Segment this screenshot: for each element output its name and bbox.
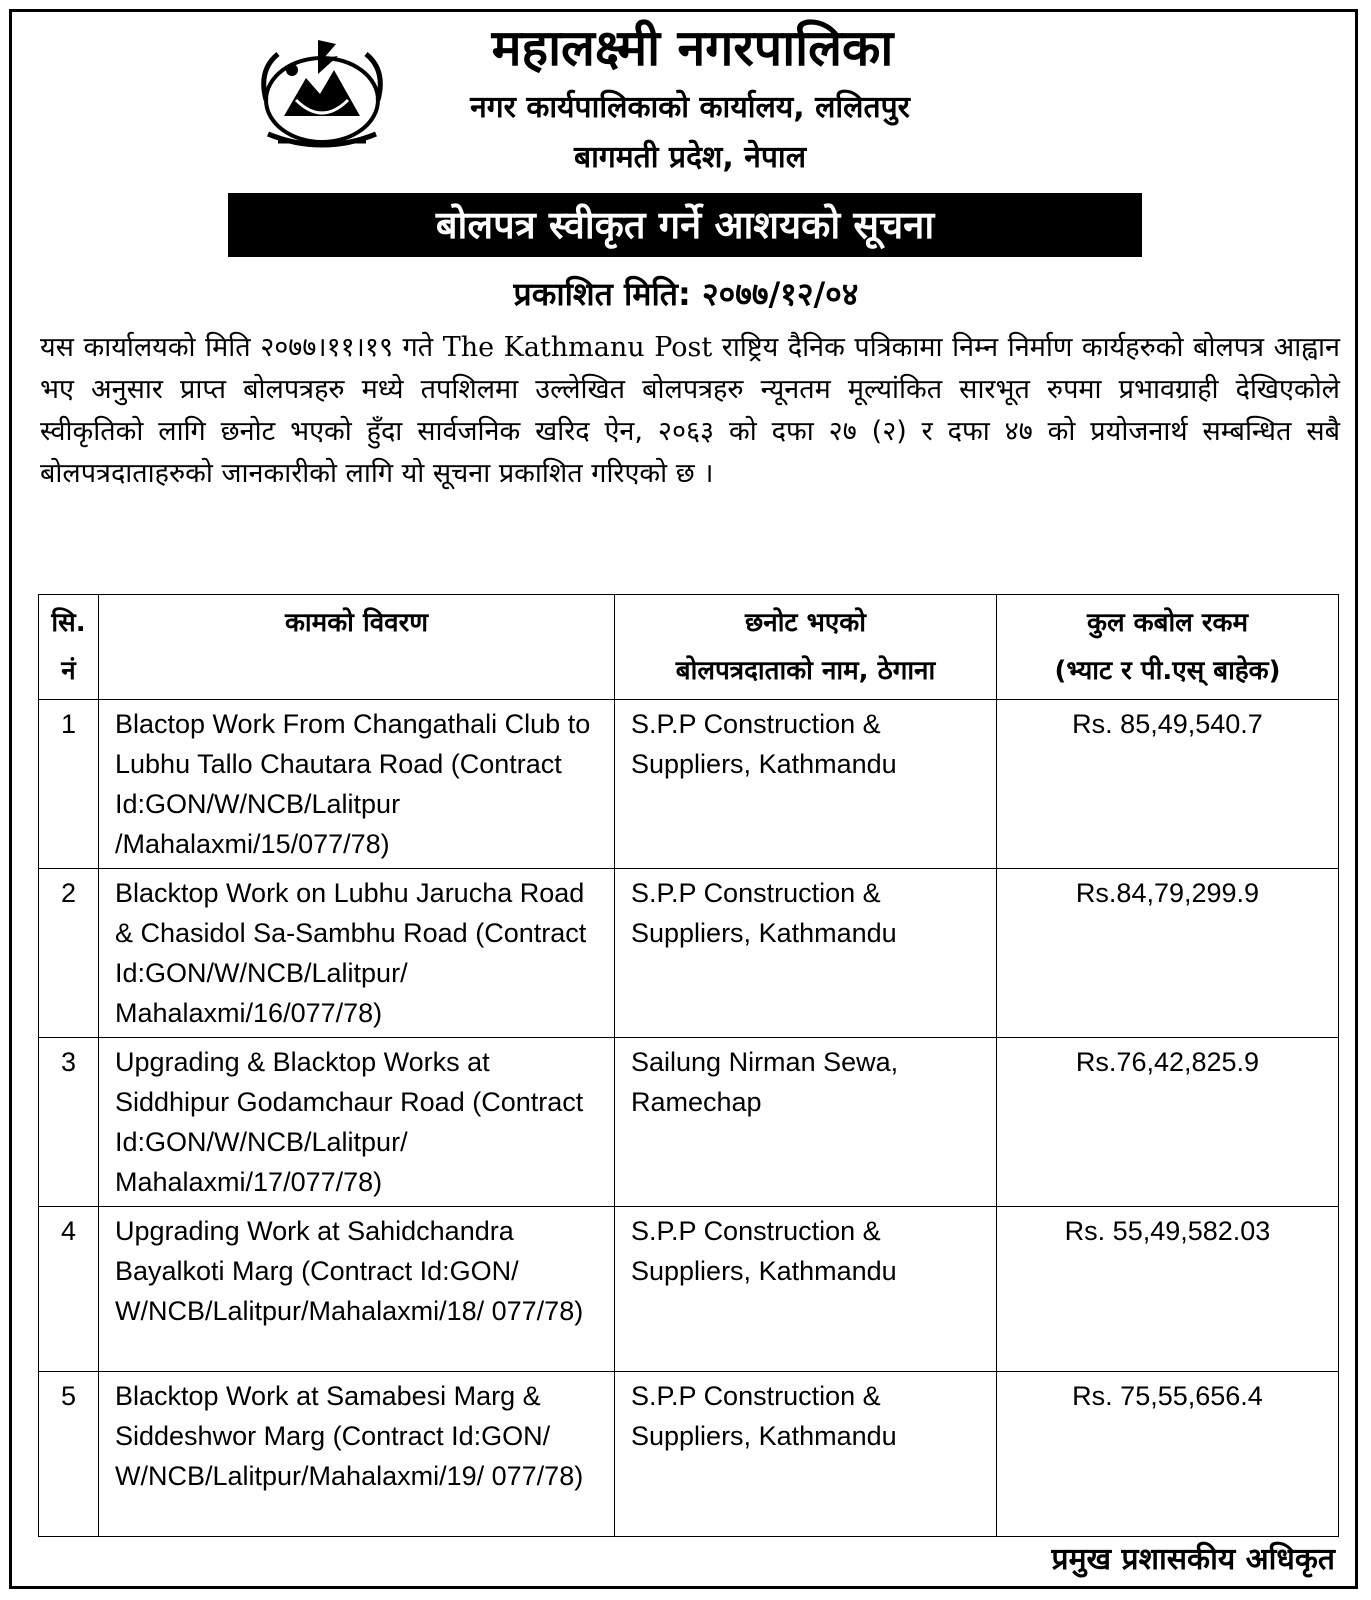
row-amount: Rs. 55,49,582.03 [997,1207,1339,1372]
row-bidder: S.P.P Construction & Suppliers, Kathmandu [615,1372,997,1537]
row-description: Blactop Work From Changathali Club to Lubhu Tallo Chautara Road (Contract Id:GON/W/NCB/Lalitpur /Mahalaxmi/15/077/78) [99,700,615,869]
header-serial-number [39,595,99,700]
header-bidder-line-1: छनोट भएको [745,608,866,638]
row-description: Upgrading & Blacktop Works at Siddhipur Godamchaur Road (Contract Id:GON/W/NCB/Lalitpur/ Mahalaxmi/17/077/78) [99,1038,615,1207]
row-amount: Rs.84,79,299.9 [997,869,1339,1038]
row-description: Blacktop Work at Samabesi Marg & Siddeshwor Marg (Contract Id:GON/ W/NCB/Lalitpur/Mahalaxmi/19/ 077/78) [99,1372,615,1537]
row-description: Upgrading Work at Sahidchandra Bayalkoti Marg (Contract Id:GON/ W/NCB/Lalitpur/Mahalaxmi/18/ 077/78) [99,1207,615,1372]
published-date: २०७७/१२/०४ [701,275,859,313]
header-sn-line-1: सि. [51,608,86,638]
paragraph-part-1: यस कार्यालयको मिति २०७७।११।१९ गते [40,332,443,363]
published-label: प्रकाशित मिति [513,275,678,313]
header-bidder [615,595,997,700]
header-bidder-line-2: बोलपत्रदाताको नाम, ठेगाना [675,656,936,686]
paragraph-part-2: राष्ट्रिय दैनिक पत्रिकामा निम्न निर्माण कार्यहरुको बोलपत्र आह्वान भए अनुसार प्राप्त बोलपत्रहरु मध्ये तपशिलमा उल्लेखित बोलपत्रहरु न्यूनतम मूल्यांकित सारभूत रुपमा प्रभावग्राही देखिएकोले स्वीकृतिको लागि छनोट भएको हुँदा सार्वजनिक खरिद ऐन, २०६३ को दफा २७ (२) र दफा ४७ को प्रयोजनार्थ सम्बन्धित सबै बोलपत्रदाताहरुको जानकारीको लागि यो सूचना प्रकाशित गरिएको छ । [40,332,1340,489]
header-amount-line-1: कुल कबोल रकम [1086,608,1249,638]
row-serial-number: 1 [39,700,99,869]
table-row [39,700,1339,869]
header-amount [997,595,1339,700]
table-row [39,1207,1339,1372]
row-serial-number: 4 [39,1207,99,1372]
table-row [39,869,1339,1038]
table-row [39,1038,1339,1207]
notice-title: बोलपत्र स्वीकृत गर्ने आशयको सूचना [228,193,1142,257]
works-table [38,594,1339,1537]
signatory-title: प्रमुख प्रशासकीय अधिकृत [1051,1542,1335,1577]
row-description: Blacktop Work on Lubhu Jarucha Road & Chasidol Sa-Sambhu Road (Contract Id:GON/W/NCB/Lalitpur/ Mahalaxmi/16/077/78) [99,869,615,1038]
published-date-line: प्रकाशित मिति: २०७७/१२/०४ [513,275,859,313]
nepal-government-emblem-icon [248,30,396,158]
row-bidder: S.P.P Construction & Suppliers, Kathmandu [615,700,997,869]
row-serial-number: 3 [39,1038,99,1207]
row-bidder: Sailung Nirman Sewa, Ramechap [615,1038,997,1207]
row-bidder: S.P.P Construction & Suppliers, Kathmandu [615,1207,997,1372]
newspaper-name: The Kathmanu Post [442,332,713,363]
notice-paragraph [40,327,1340,495]
organization-name: महालक्ष्मी नगरपालिका [491,19,894,77]
row-amount: Rs. 85,49,540.7 [997,700,1339,869]
office-name: नगर कार्यपालिकाको कार्यालय, ललितपुर [470,90,910,125]
table-row [39,1372,1339,1537]
header-amount-line-2: (भ्याट र पी.एस् बाहेक) [1054,656,1281,686]
header-sn-line-2: नं [61,656,76,686]
table-header-row [39,595,1339,700]
province-name: बागमती प्रदेश, नेपाल [573,140,807,175]
row-serial-number: 2 [39,869,99,1038]
row-amount: Rs.76,42,825.9 [997,1038,1339,1207]
header-description: कामको विवरण [99,595,615,700]
row-bidder: S.P.P Construction & Suppliers, Kathmandu [615,869,997,1038]
row-amount: Rs. 75,55,656.4 [997,1372,1339,1537]
row-serial-number: 5 [39,1372,99,1537]
